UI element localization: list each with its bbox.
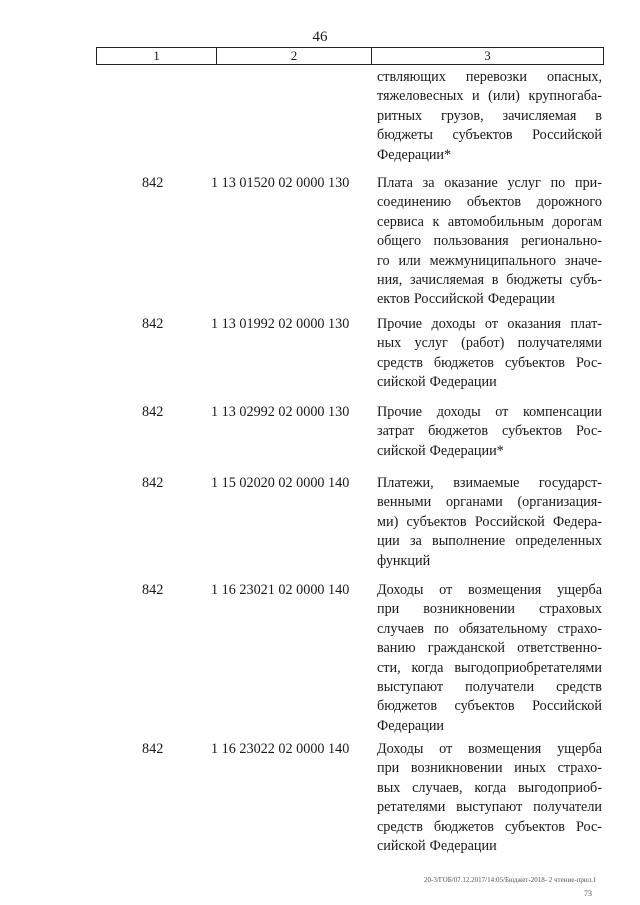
description-line: общего пользования регионально- xyxy=(377,233,602,250)
admin-code: 842 xyxy=(142,741,164,757)
admin-code: 842 xyxy=(142,582,164,598)
row-description xyxy=(377,740,602,856)
admin-code: 842 xyxy=(142,475,164,491)
description-line: функций xyxy=(377,552,431,569)
description-line: ритных грузов, зачисляемая в xyxy=(377,107,602,124)
description-line: Доходы от возмещения ущерба xyxy=(377,582,602,598)
description-line: ния, зачисляемая в бюджеты субъ- xyxy=(377,272,602,289)
description-line: бюджеты субъектов Российской xyxy=(377,127,602,144)
description-line: сийской Федерации xyxy=(377,838,497,855)
admin-code: 842 xyxy=(142,316,164,332)
row-description xyxy=(377,315,602,393)
description-line: ствляющих перевозки опасных, xyxy=(377,69,602,85)
page-number: 46 xyxy=(312,29,328,45)
row-description xyxy=(377,474,602,571)
description-line: при возникновении страховых xyxy=(377,601,602,618)
row-description xyxy=(377,174,602,310)
description-line: ретателями выступают получатели xyxy=(377,799,602,816)
description-line: при возникновении иных страхо- xyxy=(377,760,602,777)
description-line: бюджетов субъектов Российской xyxy=(377,698,602,715)
description-line: Платежи, взимаемые государст- xyxy=(377,475,602,491)
description-line: средств бюджетов субъектов Рос- xyxy=(377,354,602,371)
description-line: соединению объектов дорожного xyxy=(377,194,602,211)
description-line: Федерации xyxy=(377,717,445,734)
revenue-code: 1 16 23022 02 0000 140 xyxy=(211,741,350,757)
description-line: Прочие доходы от компенсации xyxy=(377,404,602,420)
description-line: ции за выполнение определенных xyxy=(377,533,602,550)
description-line: тяжеловесных и (или) крупногаба- xyxy=(377,88,602,105)
revenue-code: 1 15 02020 02 0000 140 xyxy=(211,475,350,491)
description-line: Плата за оказание услуг по при- xyxy=(377,175,602,191)
document-stamp: 20-3/ГОБ/07.12.2017/14:05/Бюджет-2018- 2 чтение-прил.1 xyxy=(424,876,597,884)
table-header xyxy=(96,47,604,65)
row-description xyxy=(377,581,602,736)
description-line: ных услуг (работ) получателями xyxy=(377,335,602,352)
description-line: случаев по обязательному страхо- xyxy=(377,620,602,637)
description-line: средств бюджетов субъектов Рос- xyxy=(377,818,602,835)
description-line: вых случаев, когда выгодоприоб- xyxy=(377,779,602,796)
description-line: сийской Федерации xyxy=(377,374,497,391)
revenue-code: 1 13 02992 02 0000 130 xyxy=(211,404,350,420)
description-line: ми) субъектов Российской Федера- xyxy=(377,513,602,530)
sheet-number: 73 xyxy=(584,889,592,898)
description-line: сийской Федерации* xyxy=(377,442,504,459)
description-line: сервиса к автомобильным дорогам xyxy=(377,213,602,230)
description-line: венными органами (организация- xyxy=(377,494,602,511)
description-line: сти, когда выгодоприобретателями xyxy=(377,659,602,676)
admin-code: 842 xyxy=(142,175,164,191)
description-line: Федерации* xyxy=(377,146,452,163)
description-line: Прочие доходы от оказания плат- xyxy=(377,316,602,332)
admin-code: 842 xyxy=(142,404,164,420)
description-line: го или межмуниципального значе- xyxy=(377,252,602,269)
header-col-1: 1 xyxy=(97,48,217,64)
revenue-code: 1 13 01520 02 0000 130 xyxy=(211,175,350,191)
row-description xyxy=(377,403,602,461)
continuation-description xyxy=(377,68,602,165)
description-line: затрат бюджетов субъектов Рос- xyxy=(377,423,602,440)
description-line: выступают получатели средств xyxy=(377,679,602,696)
header-col-3: 3 xyxy=(484,48,491,63)
header-col-2: 2 xyxy=(217,48,372,64)
revenue-code: 1 16 23021 02 0000 140 xyxy=(211,582,350,598)
description-line: ектов Российской Федерации xyxy=(377,291,555,308)
description-line: ванию гражданской ответственно- xyxy=(377,640,602,657)
revenue-code: 1 13 01992 02 0000 130 xyxy=(211,316,350,332)
description-line: Доходы от возмещения ущерба xyxy=(377,741,602,757)
